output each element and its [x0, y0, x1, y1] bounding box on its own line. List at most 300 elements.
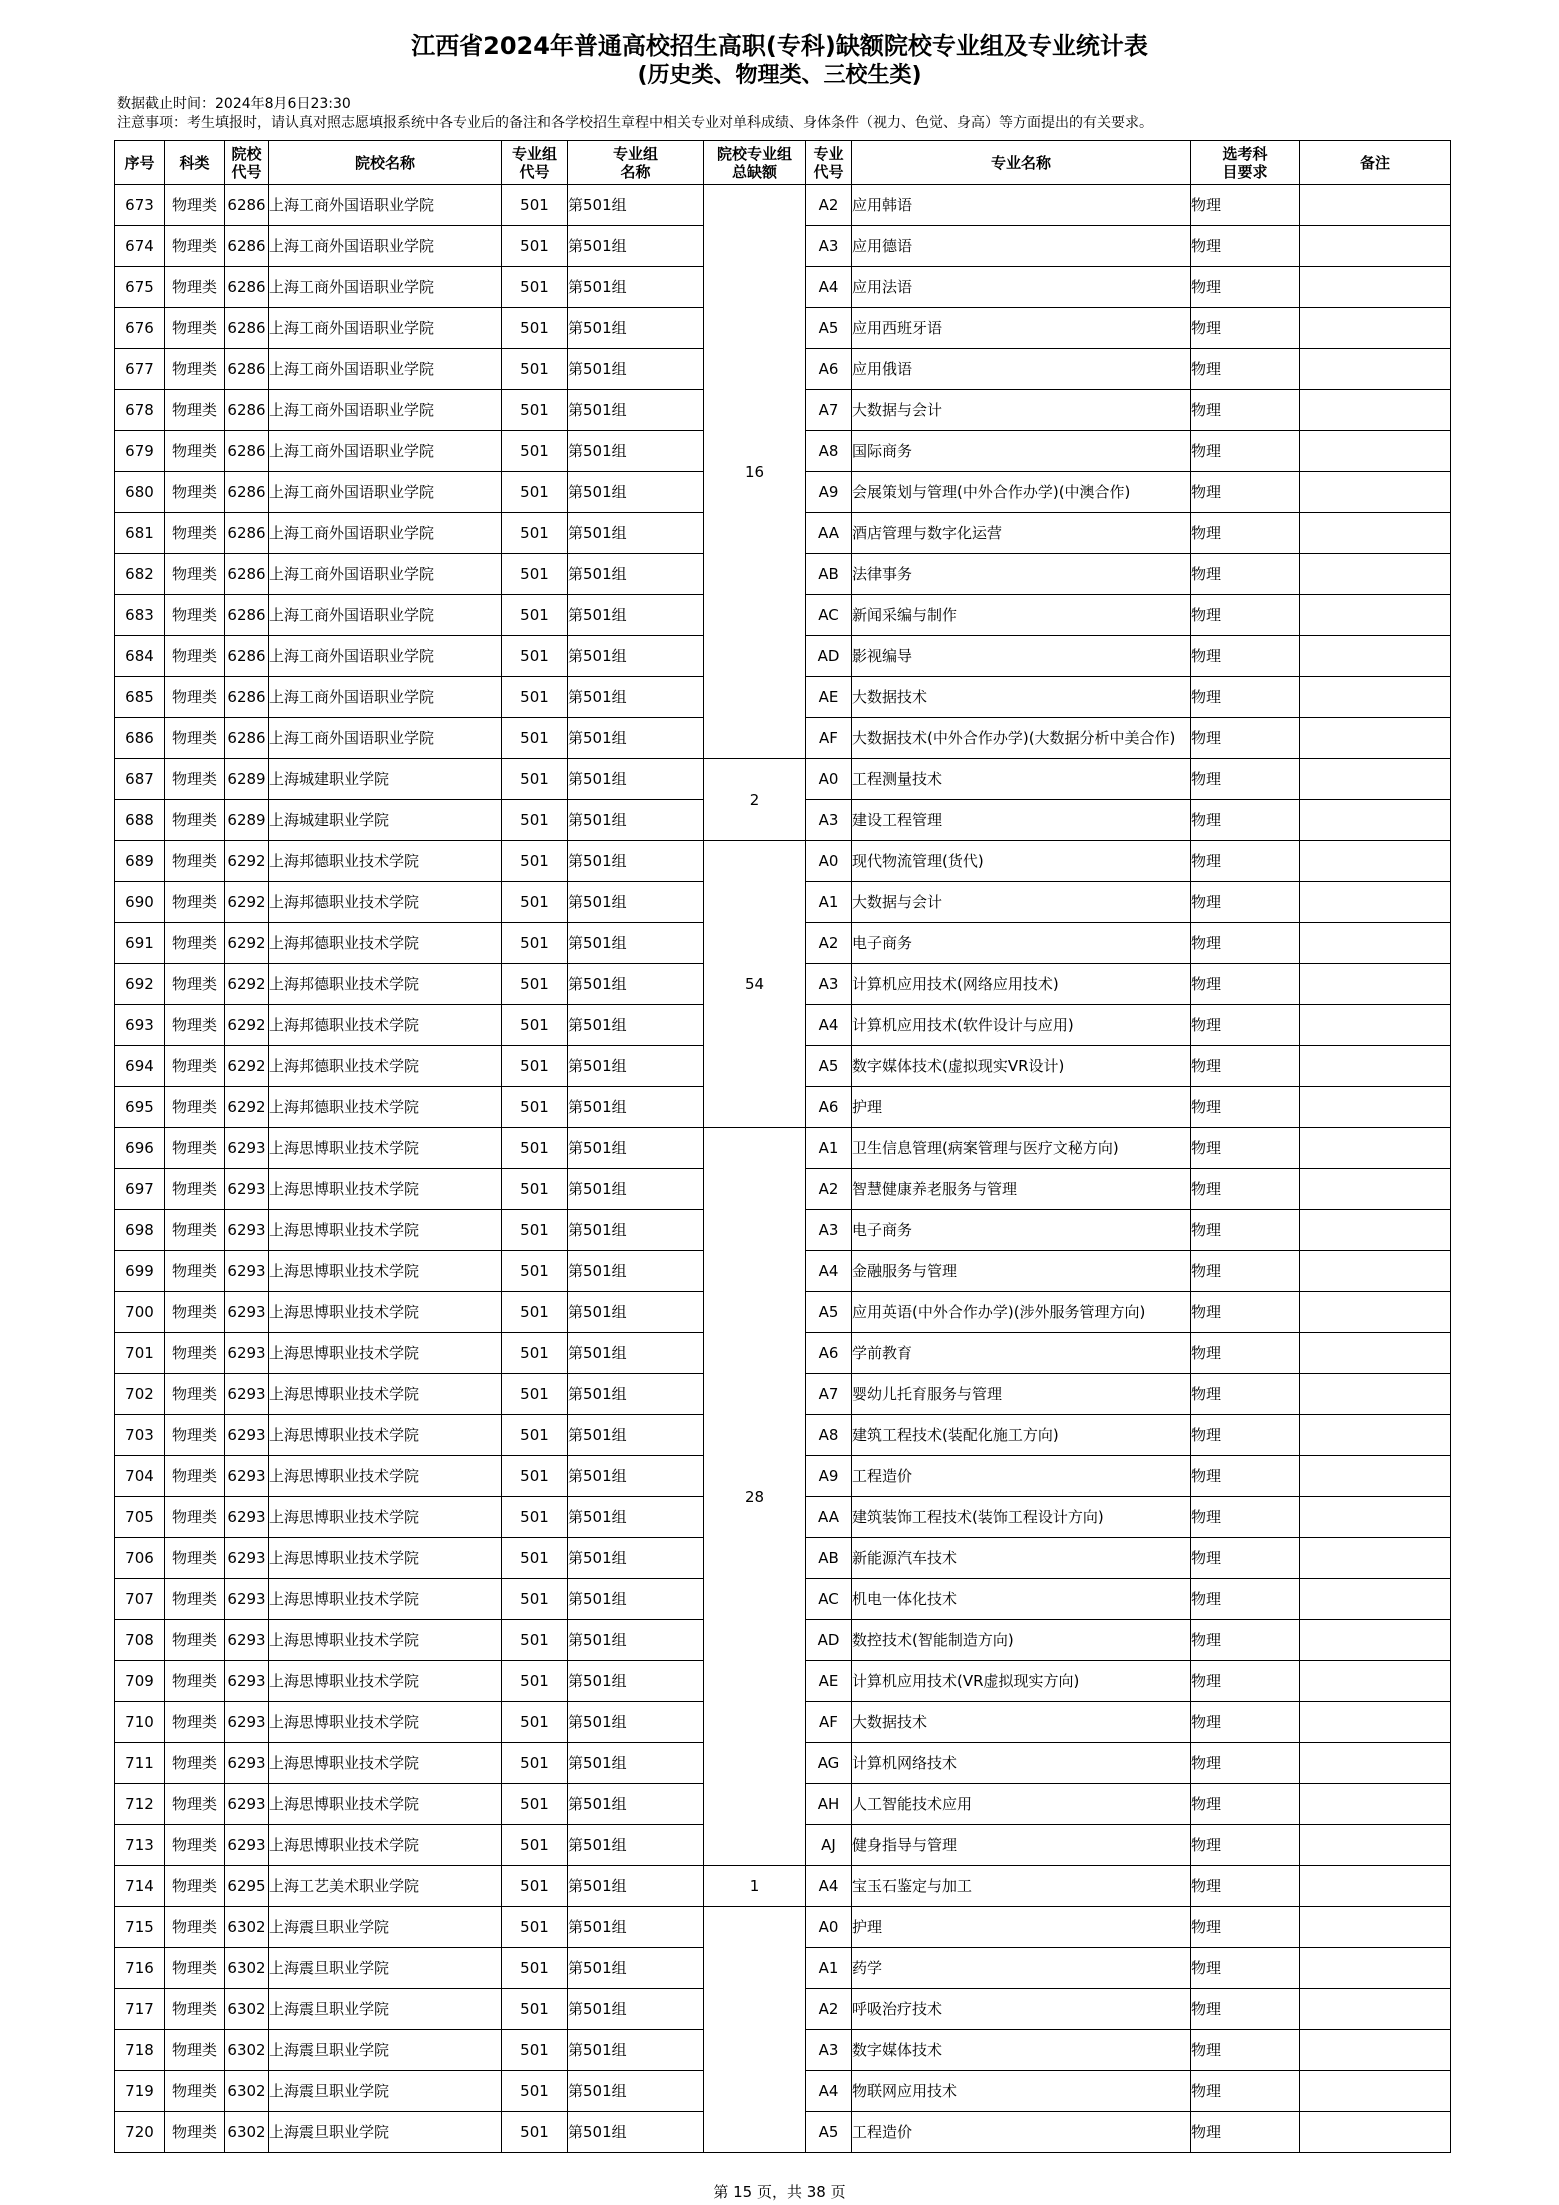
cell-school-code: 6293 [225, 1251, 269, 1292]
cell-major-code: A4 [806, 1866, 852, 1907]
cell-major-name: 大数据与会计 [852, 390, 1191, 431]
header-subject-req: 选考科 目要求 [1191, 141, 1300, 185]
cell-group-total: 1 [704, 1866, 806, 1907]
cell-school-code: 6302 [225, 2071, 269, 2112]
cell-seq: 695 [115, 1087, 165, 1128]
cell-remark [1300, 636, 1451, 677]
cell-seq: 719 [115, 2071, 165, 2112]
cell-group-name: 第501组 [568, 185, 704, 226]
cell-remark [1300, 1702, 1451, 1743]
cell-major-name: 健身指导与管理 [852, 1825, 1191, 1866]
cell-remark [1300, 964, 1451, 1005]
cell-major-code: AE [806, 677, 852, 718]
cell-subject-req: 物理 [1191, 1702, 1300, 1743]
cell-school-name: 上海思博职业技术学院 [269, 1128, 502, 1169]
cell-major-code: A2 [806, 1989, 852, 2030]
cell-seq: 693 [115, 1005, 165, 1046]
cell-category: 物理类 [165, 1087, 225, 1128]
cell-school-name: 上海邦德职业技术学院 [269, 1005, 502, 1046]
cell-school-name: 上海邦德职业技术学院 [269, 1087, 502, 1128]
cell-group-code: 501 [502, 677, 568, 718]
cell-school-code: 6293 [225, 1456, 269, 1497]
cell-remark [1300, 308, 1451, 349]
cell-school-name: 上海震旦职业学院 [269, 2030, 502, 2071]
cell-remark [1300, 882, 1451, 923]
cell-group-code: 501 [502, 1333, 568, 1374]
cell-school-code: 6293 [225, 1579, 269, 1620]
cell-subject-req: 物理 [1191, 226, 1300, 267]
cell-remark [1300, 677, 1451, 718]
cell-group-code: 501 [502, 349, 568, 390]
cell-category: 物理类 [165, 1497, 225, 1538]
cell-group-code: 501 [502, 1210, 568, 1251]
cell-category: 物理类 [165, 554, 225, 595]
cell-school-name: 上海思博职业技术学院 [269, 1825, 502, 1866]
cell-group-name: 第501组 [568, 1251, 704, 1292]
cell-group-name: 第501组 [568, 2071, 704, 2112]
cell-category: 物理类 [165, 308, 225, 349]
cell-seq: 701 [115, 1333, 165, 1374]
cell-seq: 683 [115, 595, 165, 636]
cell-major-code: A4 [806, 1251, 852, 1292]
cell-school-name: 上海邦德职业技术学院 [269, 1046, 502, 1087]
cell-major-code: A2 [806, 185, 852, 226]
cell-subject-req: 物理 [1191, 1046, 1300, 1087]
cell-remark [1300, 1333, 1451, 1374]
cell-group-code: 501 [502, 1866, 568, 1907]
cell-group-name: 第501组 [568, 308, 704, 349]
cell-group-total: 16 [704, 185, 806, 759]
cell-seq: 711 [115, 1743, 165, 1784]
cell-group-name: 第501组 [568, 1497, 704, 1538]
cell-school-name: 上海工艺美术职业学院 [269, 1866, 502, 1907]
cell-remark [1300, 1620, 1451, 1661]
cell-category: 物理类 [165, 800, 225, 841]
cell-category: 物理类 [165, 636, 225, 677]
cell-group-code: 501 [502, 1169, 568, 1210]
cell-group-name: 第501组 [568, 1620, 704, 1661]
cell-school-code: 6286 [225, 513, 269, 554]
cell-group-code: 501 [502, 1292, 568, 1333]
cell-seq: 706 [115, 1538, 165, 1579]
cell-category: 物理类 [165, 1620, 225, 1661]
cell-major-name: 应用西班牙语 [852, 308, 1191, 349]
cell-major-code: A0 [806, 759, 852, 800]
cell-category: 物理类 [165, 1128, 225, 1169]
cell-major-code: A8 [806, 431, 852, 472]
cell-major-name: 卫生信息管理(病案管理与医疗文秘方向) [852, 1128, 1191, 1169]
header-category: 科类 [165, 141, 225, 185]
cell-remark [1300, 1128, 1451, 1169]
cell-category: 物理类 [165, 390, 225, 431]
cell-major-code: A5 [806, 1046, 852, 1087]
cell-seq: 703 [115, 1415, 165, 1456]
cell-major-code: A0 [806, 1907, 852, 1948]
cell-major-name: 工程测量技术 [852, 759, 1191, 800]
cell-school-name: 上海思博职业技术学院 [269, 1374, 502, 1415]
cell-remark [1300, 431, 1451, 472]
cell-group-code: 501 [502, 185, 568, 226]
cell-school-name: 上海思博职业技术学院 [269, 1538, 502, 1579]
cell-seq: 705 [115, 1497, 165, 1538]
cell-subject-req: 物理 [1191, 554, 1300, 595]
cell-major-name: 金融服务与管理 [852, 1251, 1191, 1292]
cell-major-name: 大数据技术 [852, 1702, 1191, 1743]
cell-subject-req: 物理 [1191, 2071, 1300, 2112]
cell-group-code: 501 [502, 1989, 568, 2030]
cell-group-code: 501 [502, 1497, 568, 1538]
cell-category: 物理类 [165, 1661, 225, 1702]
cell-school-name: 上海邦德职业技术学院 [269, 964, 502, 1005]
cell-school-name: 上海邦德职业技术学院 [269, 882, 502, 923]
cell-group-code: 501 [502, 759, 568, 800]
cell-major-name: 计算机应用技术(软件设计与应用) [852, 1005, 1191, 1046]
cell-category: 物理类 [165, 267, 225, 308]
cell-group-name: 第501组 [568, 1948, 704, 1989]
cell-school-code: 6286 [225, 636, 269, 677]
cell-school-name: 上海工商外国语职业学院 [269, 349, 502, 390]
cell-major-code: A3 [806, 800, 852, 841]
cell-school-name: 上海城建职业学院 [269, 800, 502, 841]
cell-subject-req: 物理 [1191, 595, 1300, 636]
cell-school-name: 上海邦德职业技术学院 [269, 841, 502, 882]
cell-group-code: 501 [502, 513, 568, 554]
cell-major-name: 法律事务 [852, 554, 1191, 595]
cell-major-name: 工程造价 [852, 2112, 1191, 2153]
cell-major-code: A6 [806, 1087, 852, 1128]
cell-subject-req: 物理 [1191, 2030, 1300, 2071]
cell-group-name: 第501组 [568, 1866, 704, 1907]
header-group-name: 专业组 名称 [568, 141, 704, 185]
cell-category: 物理类 [165, 677, 225, 718]
cell-seq: 690 [115, 882, 165, 923]
cell-subject-req: 物理 [1191, 1415, 1300, 1456]
cell-seq: 677 [115, 349, 165, 390]
cell-remark [1300, 185, 1451, 226]
cell-category: 物理类 [165, 595, 225, 636]
cell-group-code: 501 [502, 1415, 568, 1456]
cell-major-code: AJ [806, 1825, 852, 1866]
cell-group-name: 第501组 [568, 226, 704, 267]
cell-school-name: 上海工商外国语职业学院 [269, 718, 502, 759]
cell-school-code: 6286 [225, 308, 269, 349]
cell-school-name: 上海工商外国语职业学院 [269, 554, 502, 595]
cell-major-code: A1 [806, 882, 852, 923]
cell-major-name: 会展策划与管理(中外合作办学)(中澳合作) [852, 472, 1191, 513]
header-seq: 序号 [115, 141, 165, 185]
cell-remark [1300, 1456, 1451, 1497]
table-row [115, 185, 1451, 226]
cell-major-name: 宝玉石鉴定与加工 [852, 1866, 1191, 1907]
cell-school-code: 6289 [225, 800, 269, 841]
cell-subject-req: 物理 [1191, 1456, 1300, 1497]
cell-group-name: 第501组 [568, 267, 704, 308]
header-major-code: 专业 代号 [806, 141, 852, 185]
cell-school-code: 6292 [225, 923, 269, 964]
cell-school-name: 上海震旦职业学院 [269, 1907, 502, 1948]
cell-group-name: 第501组 [568, 1087, 704, 1128]
cell-school-name: 上海震旦职业学院 [269, 1948, 502, 1989]
cell-school-name: 上海思博职业技术学院 [269, 1579, 502, 1620]
cell-seq: 698 [115, 1210, 165, 1251]
cell-subject-req: 物理 [1191, 1825, 1300, 1866]
cell-school-name: 上海工商外国语职业学院 [269, 677, 502, 718]
cell-group-name: 第501组 [568, 1415, 704, 1456]
cell-school-code: 6293 [225, 1538, 269, 1579]
cell-remark [1300, 1743, 1451, 1784]
cell-subject-req: 物理 [1191, 1210, 1300, 1251]
cell-subject-req: 物理 [1191, 1292, 1300, 1333]
cell-group-code: 501 [502, 390, 568, 431]
cell-subject-req: 物理 [1191, 513, 1300, 554]
cell-seq: 676 [115, 308, 165, 349]
cell-category: 物理类 [165, 1702, 225, 1743]
cell-group-code: 501 [502, 1907, 568, 1948]
cell-school-code: 6292 [225, 964, 269, 1005]
cell-subject-req: 物理 [1191, 1374, 1300, 1415]
cell-category: 物理类 [165, 1046, 225, 1087]
cell-remark [1300, 472, 1451, 513]
cell-school-name: 上海思博职业技术学院 [269, 1333, 502, 1374]
cell-school-name: 上海震旦职业学院 [269, 1989, 502, 2030]
cell-group-code: 501 [502, 2071, 568, 2112]
cell-category: 物理类 [165, 1169, 225, 1210]
cell-subject-req: 物理 [1191, 431, 1300, 472]
cell-group-name: 第501组 [568, 1989, 704, 2030]
cell-major-name: 应用法语 [852, 267, 1191, 308]
cell-category: 物理类 [165, 1415, 225, 1456]
cell-major-name: 数字媒体技术 [852, 2030, 1191, 2071]
cell-school-name: 上海工商外国语职业学院 [269, 390, 502, 431]
cell-major-name: 应用韩语 [852, 185, 1191, 226]
cell-school-code: 6292 [225, 1087, 269, 1128]
cell-major-code: A4 [806, 1005, 852, 1046]
notice-text: 注意事项：考生填报时，请认真对照志愿填报系统中各专业后的备注和各学校招生章程中相关专业对单科成绩、身体条件（视力、色觉、身高）等方面提出的有关要求。 [117, 115, 1153, 131]
cell-group-total: 28 [704, 1128, 806, 1866]
cell-major-name: 数字媒体技术(虚拟现实VR设计) [852, 1046, 1191, 1087]
cell-category: 物理类 [165, 718, 225, 759]
cell-major-name: 婴幼儿托育服务与管理 [852, 1374, 1191, 1415]
cell-group-code: 501 [502, 267, 568, 308]
cell-seq: 712 [115, 1784, 165, 1825]
cell-remark [1300, 1661, 1451, 1702]
cell-seq: 710 [115, 1702, 165, 1743]
cell-seq: 704 [115, 1456, 165, 1497]
cell-subject-req: 物理 [1191, 1251, 1300, 1292]
cell-category: 物理类 [165, 841, 225, 882]
header-remark: 备注 [1300, 141, 1451, 185]
cell-remark [1300, 1579, 1451, 1620]
cell-seq: 720 [115, 2112, 165, 2153]
cell-school-name: 上海思博职业技术学院 [269, 1497, 502, 1538]
cell-school-code: 6302 [225, 1948, 269, 1989]
cell-group-name: 第501组 [568, 882, 704, 923]
cell-category: 物理类 [165, 1948, 225, 1989]
cell-seq: 694 [115, 1046, 165, 1087]
cell-major-code: AC [806, 595, 852, 636]
cell-group-code: 501 [502, 1620, 568, 1661]
cell-major-code: A4 [806, 2071, 852, 2112]
cell-group-name: 第501组 [568, 1825, 704, 1866]
table-body [115, 185, 1451, 2153]
cell-group-name: 第501组 [568, 1333, 704, 1374]
cell-group-code: 501 [502, 1743, 568, 1784]
cell-major-name: 新闻采编与制作 [852, 595, 1191, 636]
cell-major-code: A6 [806, 1333, 852, 1374]
cell-major-name: 大数据技术(中外合作办学)(大数据分析中美合作) [852, 718, 1191, 759]
cell-category: 物理类 [165, 1989, 225, 2030]
cell-group-name: 第501组 [568, 554, 704, 595]
cell-group-code: 501 [502, 1948, 568, 1989]
cell-school-name: 上海思博职业技术学院 [269, 1169, 502, 1210]
cell-subject-req: 物理 [1191, 1169, 1300, 1210]
cell-subject-req: 物理 [1191, 1128, 1300, 1169]
cell-major-name: 物联网应用技术 [852, 2071, 1191, 2112]
cell-major-code: AE [806, 1661, 852, 1702]
cell-seq: 697 [115, 1169, 165, 1210]
cell-subject-req: 物理 [1191, 800, 1300, 841]
cell-school-code: 6302 [225, 1907, 269, 1948]
cell-school-name: 上海思博职业技术学院 [269, 1620, 502, 1661]
cell-group-name: 第501组 [568, 964, 704, 1005]
cell-school-code: 6289 [225, 759, 269, 800]
cell-major-code: A2 [806, 1169, 852, 1210]
cell-major-code: AB [806, 554, 852, 595]
cell-school-code: 6286 [225, 349, 269, 390]
cell-school-name: 上海思博职业技术学院 [269, 1743, 502, 1784]
cell-category: 物理类 [165, 759, 225, 800]
cell-major-code: AB [806, 1538, 852, 1579]
cell-group-name: 第501组 [568, 923, 704, 964]
cell-group-code: 501 [502, 841, 568, 882]
header-group-total: 院校专业组 总缺额 [704, 141, 806, 185]
cell-group-name: 第501组 [568, 2112, 704, 2153]
cell-school-code: 6293 [225, 1743, 269, 1784]
cell-category: 物理类 [165, 1579, 225, 1620]
cell-school-name: 上海工商外国语职业学院 [269, 513, 502, 554]
cell-remark [1300, 2112, 1451, 2153]
cell-remark [1300, 1948, 1451, 1989]
cell-subject-req: 物理 [1191, 1005, 1300, 1046]
cell-category: 物理类 [165, 1374, 225, 1415]
cell-school-name: 上海工商外国语职业学院 [269, 185, 502, 226]
cell-group-code: 501 [502, 2030, 568, 2071]
cell-major-code: A2 [806, 923, 852, 964]
cell-major-name: 机电一体化技术 [852, 1579, 1191, 1620]
cell-category: 物理类 [165, 1456, 225, 1497]
cell-major-name: 应用德语 [852, 226, 1191, 267]
cell-group-name: 第501组 [568, 1046, 704, 1087]
cell-seq: 714 [115, 1866, 165, 1907]
cell-major-name: 工程造价 [852, 1456, 1191, 1497]
cell-category: 物理类 [165, 472, 225, 513]
cell-subject-req: 物理 [1191, 1866, 1300, 1907]
cell-group-code: 501 [502, 1374, 568, 1415]
cell-major-code: A5 [806, 1292, 852, 1333]
cell-school-code: 6293 [225, 1292, 269, 1333]
cell-seq: 713 [115, 1825, 165, 1866]
cell-school-code: 6292 [225, 1005, 269, 1046]
cell-group-name: 第501组 [568, 1538, 704, 1579]
cell-subject-req: 物理 [1191, 2112, 1300, 2153]
cell-group-name: 第501组 [568, 2030, 704, 2071]
cell-group-name: 第501组 [568, 759, 704, 800]
cell-remark [1300, 1374, 1451, 1415]
cell-major-code: A3 [806, 1210, 852, 1251]
cell-remark [1300, 1825, 1451, 1866]
cell-group-code: 501 [502, 1784, 568, 1825]
cell-group-code: 501 [502, 1702, 568, 1743]
table-row [115, 1866, 1451, 1907]
cell-remark [1300, 1087, 1451, 1128]
cell-category: 物理类 [165, 1743, 225, 1784]
cell-school-code: 6293 [225, 1784, 269, 1825]
cell-school-code: 6286 [225, 185, 269, 226]
cell-major-code: A5 [806, 2112, 852, 2153]
cell-major-code: A8 [806, 1415, 852, 1456]
cell-major-code: A6 [806, 349, 852, 390]
cell-group-code: 501 [502, 1046, 568, 1087]
cell-remark [1300, 841, 1451, 882]
cell-major-code: AD [806, 636, 852, 677]
cell-school-name: 上海思博职业技术学院 [269, 1251, 502, 1292]
table-row [115, 1128, 1451, 1169]
cell-school-code: 6292 [225, 841, 269, 882]
cell-school-name: 上海思博职业技术学院 [269, 1415, 502, 1456]
header-group-code: 专业组 代号 [502, 141, 568, 185]
cell-school-code: 6293 [225, 1825, 269, 1866]
cell-seq: 715 [115, 1907, 165, 1948]
cell-seq: 687 [115, 759, 165, 800]
cell-school-code: 6302 [225, 2030, 269, 2071]
cell-seq: 679 [115, 431, 165, 472]
cell-subject-req: 物理 [1191, 390, 1300, 431]
cell-major-code: AF [806, 718, 852, 759]
cell-subject-req: 物理 [1191, 1784, 1300, 1825]
cell-subject-req: 物理 [1191, 1087, 1300, 1128]
cell-major-code: AC [806, 1579, 852, 1620]
cell-major-code: A1 [806, 1128, 852, 1169]
cell-group-code: 501 [502, 2112, 568, 2153]
cell-school-code: 6286 [225, 718, 269, 759]
cell-subject-req: 物理 [1191, 1497, 1300, 1538]
cell-major-name: 大数据与会计 [852, 882, 1191, 923]
cell-group-name: 第501组 [568, 1661, 704, 1702]
cell-school-code: 6295 [225, 1866, 269, 1907]
cell-major-code: A9 [806, 1456, 852, 1497]
cell-school-code: 6286 [225, 677, 269, 718]
cell-group-code: 501 [502, 636, 568, 677]
cell-school-name: 上海思博职业技术学院 [269, 1702, 502, 1743]
cell-group-name: 第501组 [568, 1907, 704, 1948]
cell-category: 物理类 [165, 1333, 225, 1374]
cell-seq: 716 [115, 1948, 165, 1989]
cell-school-name: 上海思博职业技术学院 [269, 1292, 502, 1333]
cell-group-name: 第501组 [568, 636, 704, 677]
cell-group-name: 第501组 [568, 800, 704, 841]
cell-major-code: AH [806, 1784, 852, 1825]
cell-subject-req: 物理 [1191, 1620, 1300, 1661]
cell-group-code: 501 [502, 1538, 568, 1579]
cell-group-name: 第501组 [568, 513, 704, 554]
cell-seq: 678 [115, 390, 165, 431]
cell-group-code: 501 [502, 1251, 568, 1292]
cell-school-code: 6286 [225, 472, 269, 513]
cell-major-name: 呼吸治疗技术 [852, 1989, 1191, 2030]
cell-school-code: 6293 [225, 1415, 269, 1456]
cell-subject-req: 物理 [1191, 267, 1300, 308]
cell-group-total [704, 1907, 806, 2153]
